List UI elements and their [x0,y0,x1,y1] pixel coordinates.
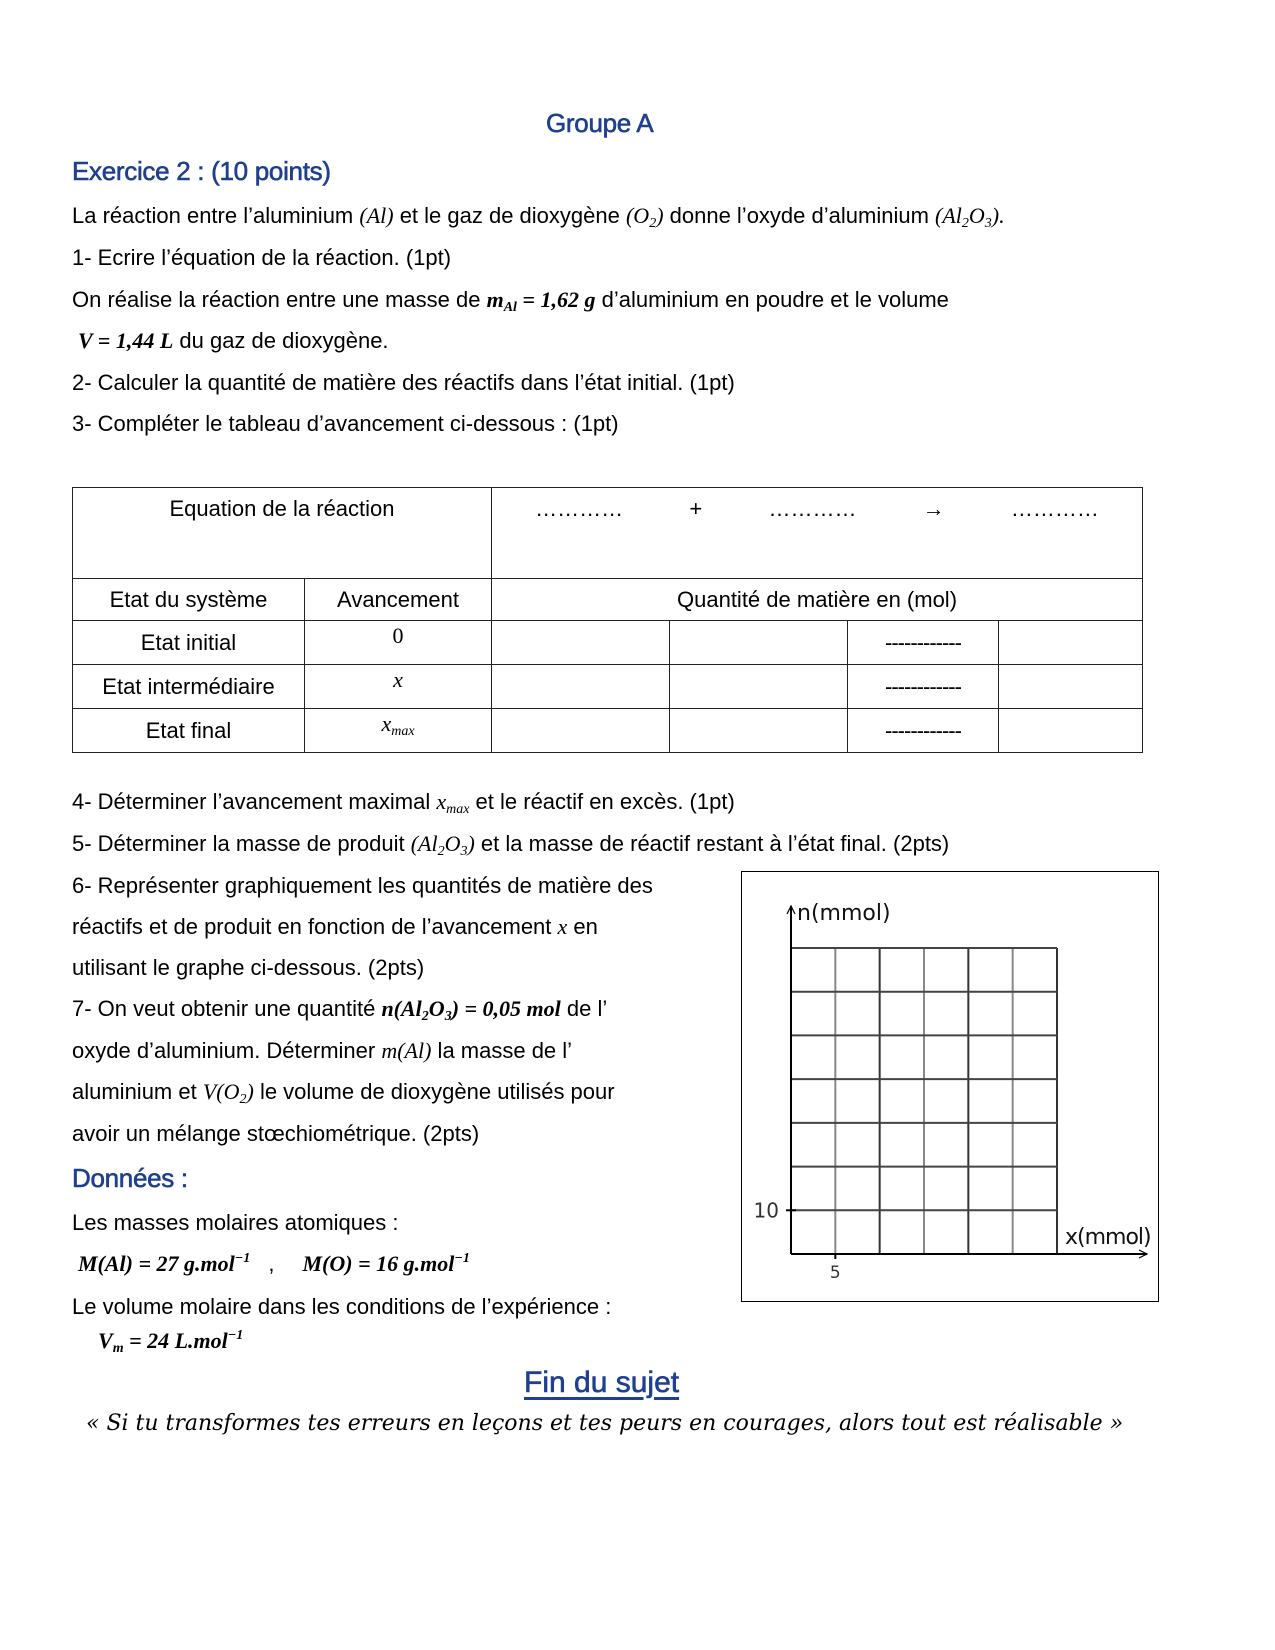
formula-o2: $(O_2)$ [625,203,664,231]
equation-cell[interactable] [492,488,1143,579]
graph-box [741,871,1159,1302]
advancement-cell: 0 [305,621,492,665]
y-tick-label: 10 [753,1198,779,1223]
question-3: 3- Compléter le tableau d’avancement ci-dessous : (1pt) [72,411,619,436]
formula-al2o3: $(Al_2O_3)$ [410,831,475,859]
molar-mass-o: M(O) = 16 g.mol$^{-1}$ [302,1251,470,1276]
question-7-line-1: 7- On veut obtenir une quantité $n(Al_2O_3) = 0,05$ mol de l’ [72,996,608,1024]
quantity-cell[interactable] [670,709,848,753]
x-tick-label: 5 [829,1263,841,1283]
question-7-line-2: oxyde d’aluminium. Déterminer m(Al) la masse de l’ [72,1038,573,1063]
data-title: Données : [72,1163,188,1193]
quantity-cell-empty: ------------ [848,709,999,753]
volume-o2: V = 1,44 L [78,328,174,353]
col-advancement-header: Avancement [305,579,492,621]
text: donne l’oxyde d’aluminium [663,203,936,228]
x-axis-label: x(mmol) [1065,1225,1151,1250]
y-axis-label: n(mmol) [797,901,891,926]
molar-mass-al: M(Al) = 27 g.mol$^{-1}$ [78,1251,251,1276]
motivational-quote: « Si tu transformes tes erreurs en leçons et tes peurs en courages, alors tout est réalisable » [86,1411,1124,1436]
advancement-cell: $x_{max}$ [305,709,492,753]
quantity-cell[interactable] [492,665,670,709]
molar-masses: M(Al) = 27 g.mol$^{-1}$ , M(O) = 16 g.mol$^{-1}$ [78,1251,470,1276]
quantity-cell[interactable] [492,709,670,753]
xmax: $x_{max}$ [436,789,470,817]
reactant-2-blank[interactable]: ………… [768,496,857,521]
quantity-cell[interactable] [670,665,848,709]
equation-label: Equation de la réaction [73,488,492,579]
state-cell: Etat final [73,709,305,753]
col-state-header: Etat du système [73,579,305,621]
table-row [73,621,1143,665]
question-6-line-3: utilisant le graphe ci-dessous. (2pts) [72,955,425,980]
text: et le gaz de dioxygène [393,203,626,228]
question-5: 5- Déterminer la masse de produit $(Al_2O_3)$ et la masse de réactif restant à l’état final. (2pts) [72,831,950,859]
quantity-cell[interactable] [999,709,1143,753]
col-quantity-header: Quantité de matière en (mol) [492,579,1143,621]
quantity-cell[interactable] [492,621,670,665]
question-4: 4- Déterminer l’avancement maximal $x_{max}$ et le réactif en excès. (1pt) [72,789,735,817]
quantity-cell[interactable] [999,665,1143,709]
product-blank[interactable]: ………… [1010,496,1099,521]
group-title: Groupe A [546,108,654,138]
quantity-cell[interactable] [670,621,848,665]
state-cell: Etat initial [73,621,305,665]
given-volume-line: V = 1,44 L du gaz de dioxygène. [78,328,389,353]
question-7-line-3: aluminium et $V(O_2)$ le volume de dioxygène utilisés pour [72,1079,615,1107]
question-6-line-2: réactifs et de produit en fonction de l’avancement x en [72,914,598,939]
graph-chart[interactable] [742,872,1158,1301]
plus-sign: + [689,496,703,521]
formula-al: (Al) [359,203,394,228]
question-6-line-1: 6- Représenter graphiquement les quantités de matière des [72,873,653,898]
molar-volume: $V_m = 24$ L.mol$^{-1}$ [98,1328,244,1356]
quantity-cell-empty: ------------ [848,665,999,709]
exercise-title: Exercice 2 : (10 points) [72,156,331,186]
mass-al: $m_{Al} = 1,62$ g [486,287,596,315]
molar-volume-label: Le volume molaire dans les conditions de l’expérience : [72,1294,612,1319]
table-row [73,709,1143,753]
intro-line [72,203,1005,232]
arrow-icon: → [922,496,945,521]
question-7-line-4: avoir un mélange stœchiométrique. (2pts) [72,1121,480,1146]
advancement-cell: x [305,665,492,709]
n-al2o3: $n(Al_2O_3) = 0,05$ mol [381,996,561,1024]
question-1: 1- Ecrire l’équation de la réaction. (1pt) [72,245,452,270]
equation-row [73,488,1143,579]
header-row [73,579,1143,621]
text: La réaction entre l’aluminium [72,203,360,228]
reactant-1-blank[interactable]: ………… [535,496,624,521]
question-2: 2- Calculer la quantité de matière des réactifs dans l’état initial. (1pt) [72,370,735,395]
end-title: Fin du sujet [524,1366,680,1399]
advancement-table [72,487,1143,753]
table-row [73,665,1143,709]
quantity-cell[interactable] [999,621,1143,665]
quantity-cell-empty: ------------ [848,621,999,665]
molar-mass-label: Les masses molaires atomiques : [72,1210,399,1235]
formula-al2o3: $(Al_2O_3)$. [935,203,1005,231]
state-cell: Etat intermédiaire [73,665,305,709]
given-mass-line: On réalise la réaction entre une masse de $m_{Al} = 1,62$ g d’aluminium en poudre et le volume [72,287,949,315]
